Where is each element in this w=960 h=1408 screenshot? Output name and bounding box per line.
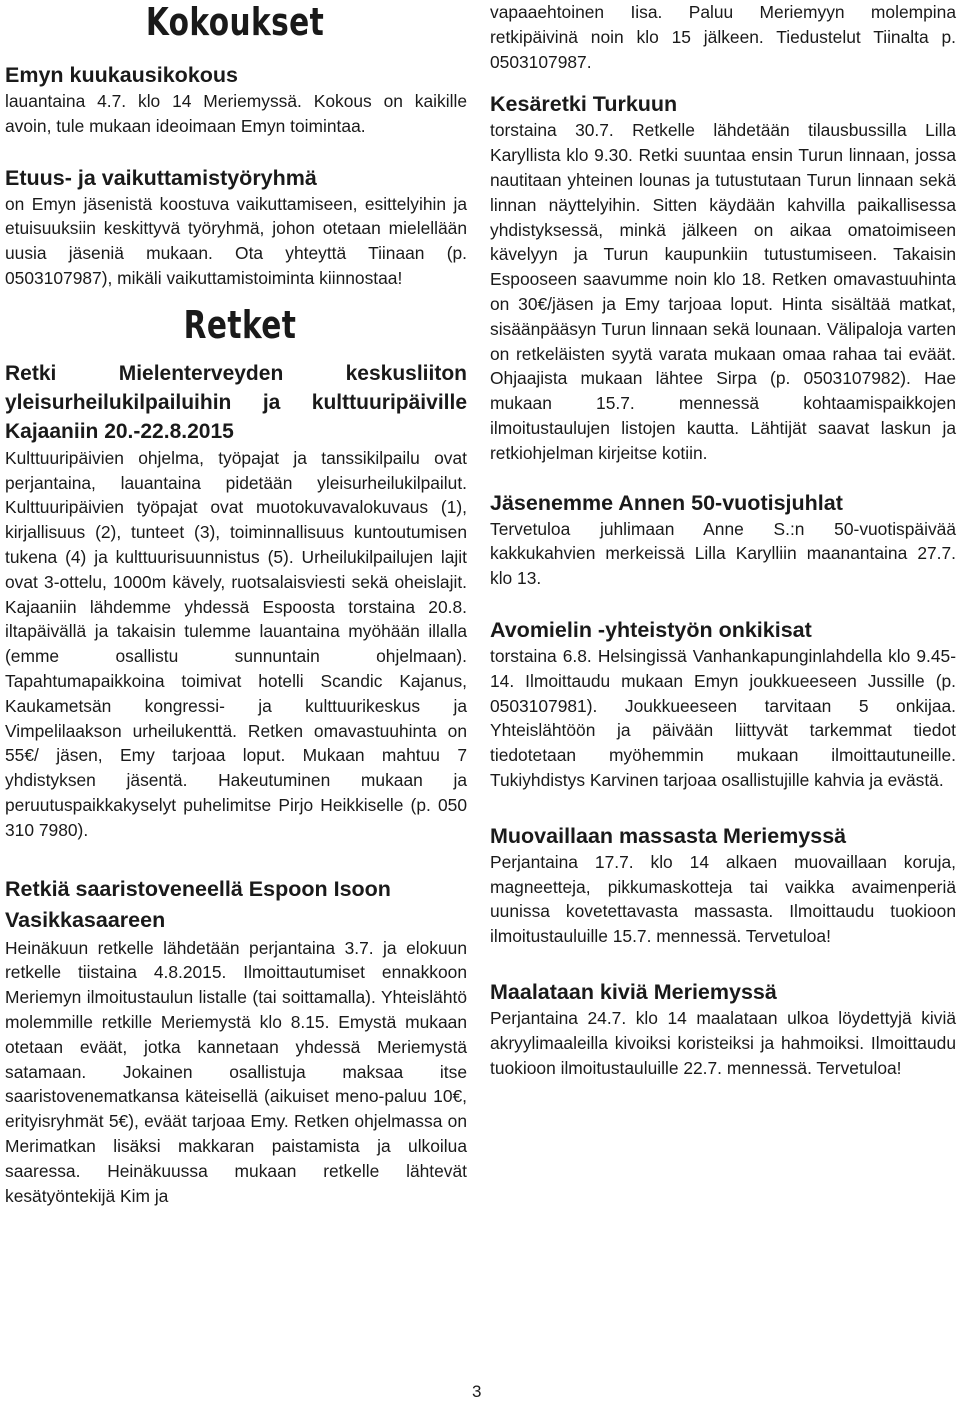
vasikkasaari-continuation: vapaaehtoinen Iisa. Paluu Meriemyyn molempina retkipäivinä noin klo 15 jälkeen. Tiedustelut Tiinalta p. 0503107987. — [490, 2, 956, 72]
stone-painting-body: Perjantaina 24.7. klo 14 maalataan ulkoa löydettyjä kiviä akryylimaaleilla kivoiksi koristeiksi ja hahmoiksi. Ilmoittaudu tuokioon ilmoitustauluille 22.7. mennessä. Tervetuloa! — [490, 1007, 956, 1078]
clay-workshop-heading: Muovaillaan massasta Meriemyssä — [490, 823, 847, 848]
clay-workshop-body: Perjantaina 17.7. klo 14 alkaen muovaillaan koruja, magneetteja, pikkumaskotteja tai vaikka avaimenperiä uunissa kovetettavasta massasta. Ilmoittaudu tuokioon ilmoitustauluille 15.7. mennessä. Tervetuloa! — [490, 851, 956, 947]
kajaani-trip-body: Kulttuuripäivien ohjelma, työpajat ja tanssikilpailu ovat perjantaina, lauantaina pidetään yleisurheilukilpailut. Kulttuuripäivien työpajat ovat muotokuvavalokuvaus (1), kirjallisuus (2), tunteet (3), toiminnallisuus kuntoutumisen tukena (4) ja kulttuurisuunnistus (5). Urheilukilpailujen lajit ovat 3-ottelu, 1000m kävely, ruotsalaisviesti sekä oheislajit. Kajaaniin lähdemme yhdessä Espoosta torstaina 20.8. iltapäivällä ja takaisin tulemme lauantaina myöhään illalla (emme osallistu sunnuntain ohjelmaan). Tapahtumapaikkoina toimivat hotelli Scandic Kajanus, Kaukametsän kongressi- ja kulttuurikeskus ja Vimpelilaakson urheilukenttä. Retken omavastuuhinta on 55€/ jäsen, Emy tarjoaa loput. Mukaan mahtuu 7 yhdistyksen jäsentä. Hakeutuminen mukaan ja peruutuspaikkakyselyt puhelimitse Pirjo Heikkiselle (p. 050 310 7980). — [5, 447, 467, 840]
monthly-meeting-body: lauantaina 4.7. klo 14 Meriemyssä. Kokous on kaikille avoin, tule mukaan ideoimaan Emyn toimintaa. — [5, 91, 467, 136]
monthly-meeting-heading: Emyn kuukausikokous — [5, 63, 238, 87]
turku-trip-body: torstaina 30.7. Retkelle lähdetään tilausbussilla Lilla Karyllista klo 9.30. Retki suuntaa ensin Turun linnaan, jossa nautitaan yhteinen lounas ja tutustutaan Turun linnaan sekä linnan näyttelyihin. Sitten käydään kahvilla paikallisessa yhdistyksessä, minkä jälkeen on aikaa omatoimiseen kävelyyn ja Turun kaupunkiin tutustumiseen. Takaisin Espooseen saavumme noin klo 18. Retken omavastuuhinta on 30€/jäsen ja Emy tarjoaa loput. Hinta sisältää matkat, sisäänpääsyn Turun linnaan sekä lounaan. Välipaloja varten on retkeläisten syytä varata mukaan omaa rahaa tai eväät. Ohjaajista mukaan lähtee Sirpa (p. 0503107982). Hae mukaan 15.7. mennessä kohtaamispaikkojen ilmoitustaulujen listojen kautta. Lähtijät saavat laskun ja retkiohjelman kirjeitse kotiin. — [490, 120, 956, 463]
anne-birthday-heading: Jäsenemme Annen 50-vuotisjuhlat — [490, 490, 843, 515]
advocacy-group-body: on Emyn jäsenistä koostuva vaikuttamiseen, esittelyihin ja etuisuuksiin keskittyvä työryhmä, johon otetaan mielellään uusia jäseniä mukaan. Ota yhteyttä Tiinaan (p. 0503107987), mikäli vaikuttamistoiminta kiinnostaa! — [5, 193, 467, 288]
vasikkasaari-trip-heading: Retkiä saaristoveneellä Espoon Isoon Vasikkasaareen — [5, 876, 391, 932]
meetings-section-title: Kokoukset — [145, 0, 325, 44]
fishing-contest-body: torstaina 6.8. Helsingissä Vanhankapunginlahdella klo 9.45-14. Ilmoittaudu mukaan Emyn joukkueeseen Jussille (p. 0503107981). Joukkueeseen tarvitaan 5 onkijaa. Yhteislähtöön ja päivään liittyvät tarkemmat tiedot tiedotetaan myöhemmin mukaan ilmoittautuneille. Tukiyhdistys Karvinen tarjoaa osallistujille kahvia ja evästä. — [490, 645, 956, 790]
advocacy-group-heading: Etuus- ja vaikuttamistyöryhmä — [5, 165, 317, 190]
vasikkasaari-trip-body: Heinäkuun retkelle lähdetään perjantaina 3.7. ja elokuun retkelle tiistaina 4.8.2015. Ilmoittautumiset ennakkoon Meriemyn ilmoitustaulun listalle (tai soittamalla). Yhteislähtö molemmille retkille Meriemystä klo 8.15. Emystä mukaan otetaan eväät, jotka kannetaan yhdessä Meriemystä satamaan. Jokainen osallistuja maksaa itse saaristovenematkansa käteisellä (aikuiset meno-paluu 10€, erityisryhmät 5€), eväät tarjoaa Emy. Retken ohjelmassa on Merimatkan lisäksi makkaran paistamista ja ulkoilua saaressa. Heinäkuussa mukaan retkelle lähtevät kesätyöntekijä Kim ja — [5, 937, 467, 1206]
anne-birthday-body: Tervetuloa juhlimaan Anne S.:n 50-vuotispäivää kakkukahvien merkeissä Lilla Karylliin maanantaina 27.7. klo 13. — [490, 518, 956, 589]
kajaani-trip-heading: Retki Mielenterveyden keskusliiton yleisurheilukilpailuihin ja kulttuuripäiville Kajaaniin 20.-22.8.2015 — [5, 361, 467, 443]
left-column — [5, 0, 467, 1208]
trips-section-title: Retket — [183, 302, 297, 347]
page-number: 3 — [472, 1382, 482, 1401]
stone-painting-heading: Maalataan kiviä Meriemyssä — [490, 979, 777, 1004]
fishing-contest-heading: Avomielin -yhteistyön onkikisat — [490, 617, 812, 642]
turku-trip-heading: Kesäretki Turkuun — [490, 92, 678, 117]
right-column — [490, 0, 956, 1080]
